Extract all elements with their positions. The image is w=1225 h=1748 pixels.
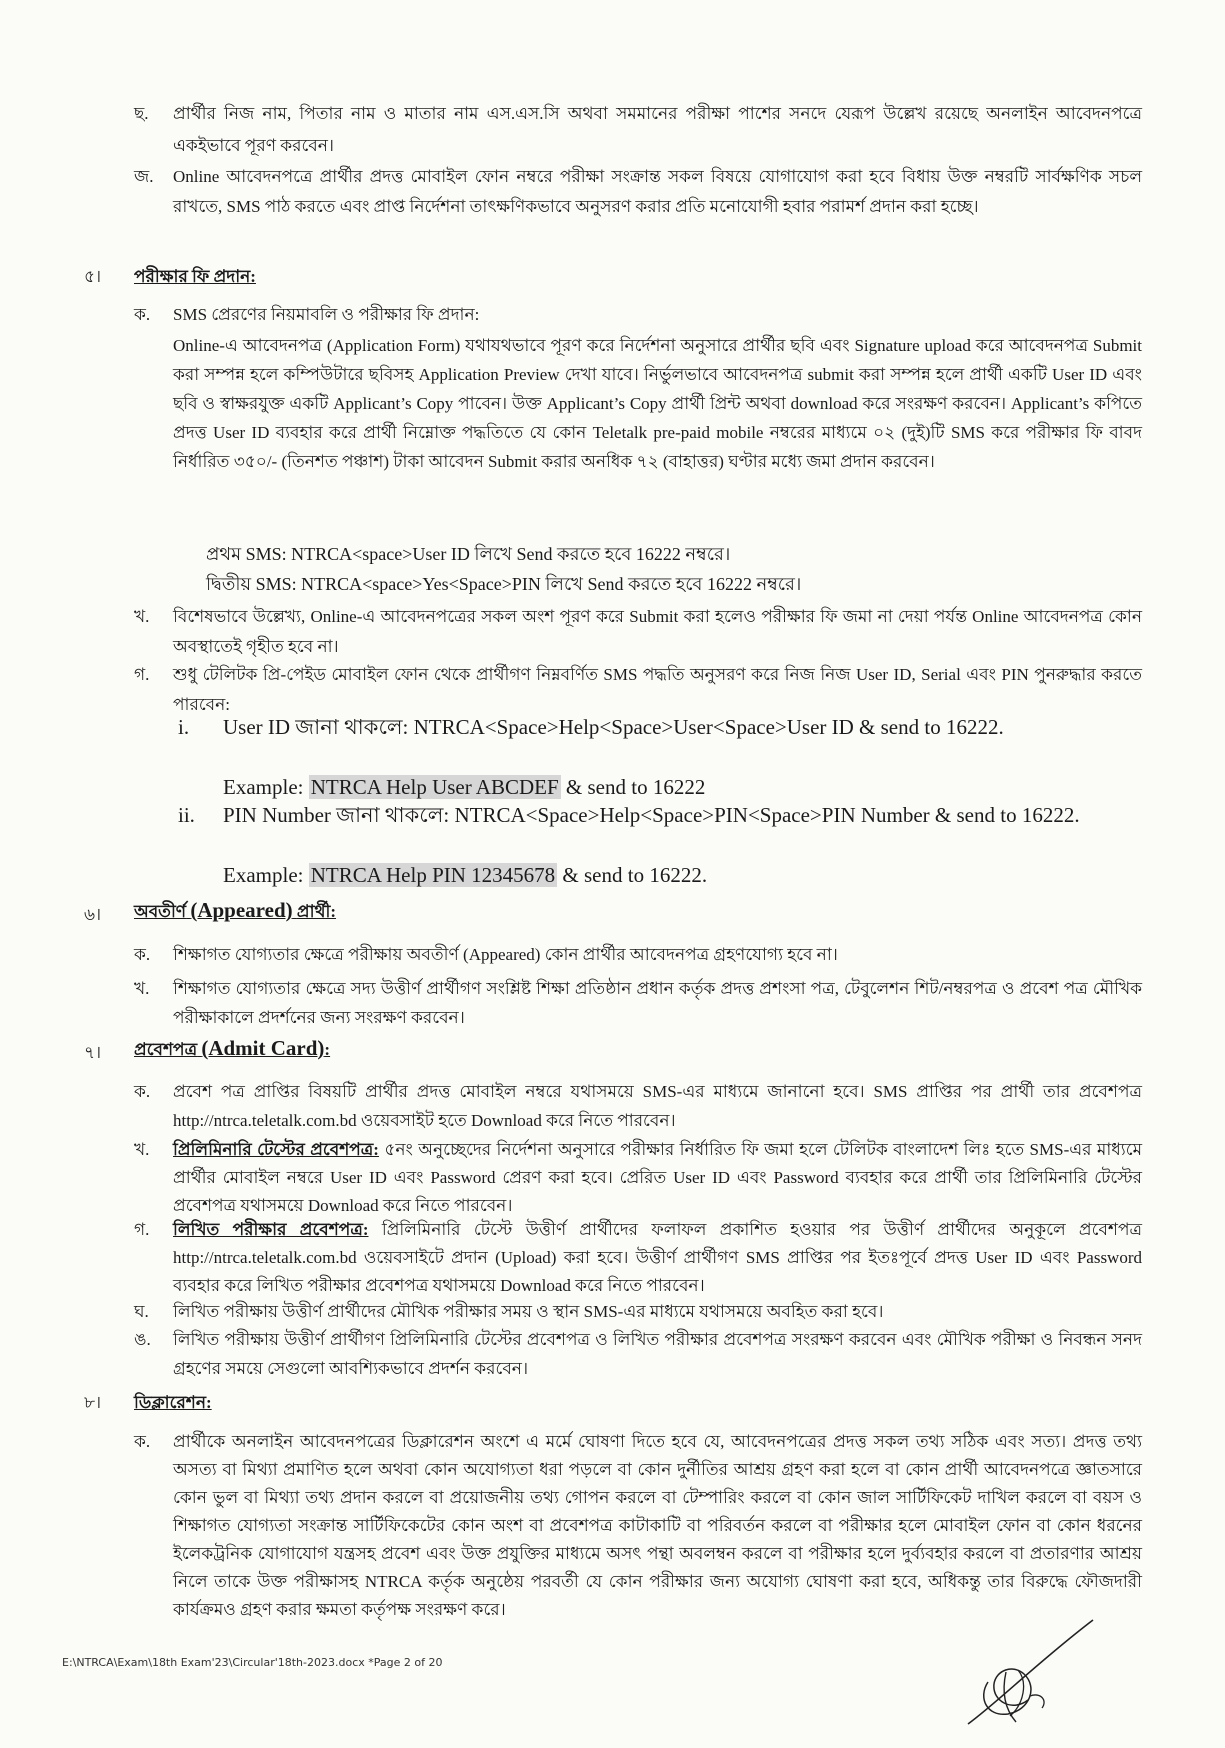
item-marker: গ. bbox=[134, 665, 150, 684]
heading-part: প্রার্থী: bbox=[296, 902, 337, 921]
sms-first-instruction: প্রথম SMS: NTRCA<space>User ID লিখে Send করতে হবে 16222 নম্বরে। bbox=[206, 544, 731, 564]
item-marker: ক. bbox=[134, 1432, 151, 1451]
item-marker: খ. bbox=[134, 979, 150, 998]
signature-graphic bbox=[958, 1612, 1098, 1732]
section-heading: ডিক্লারেশন: bbox=[134, 1393, 212, 1412]
item-body: প্রিলিমিনারি টেস্টে উত্তীর্ণ প্রার্থীদের ফলাফল প্রকাশিত হওয়ার পর উত্তীর্ণ প্রার্থীদের অনুকূলে প্রবেশপত্র http://ntrca.teletalk.com.bd ওয়েবসাইটে প্রদান (Upload) করা হবে। উত্তীর্ণ প্রার্থীগণ SMS প্রাপ্তির পর ইতঃপূর্বে প্রদত্ত User ID এবং Password ব্যবহার করে লিখিত পরীক্ষার প্রবেশপত্র যথাসময়ে Download করে নিতে পারবেন। bbox=[173, 1220, 1142, 1295]
section-number: ৬। bbox=[84, 905, 102, 924]
item-body: ৫নং অনুচ্ছেদের নির্দেশনা অনুসারে পরীক্ষার নির্ধারিত ফি জমা হলে টেলিটক বাংলাদেশ লিঃ হতে SMS-এর মাধ্যমে প্রার্থীর মোবাইল নম্বরে User ID এবং Password প্রেরণ করা হবে। প্রেরিত User ID এবং Password ব্যবহার করে প্রার্থী তার প্রিলিমিনারি টেস্টের প্রবেশপত্র যথাসময়ে Download করে নিতে পারবেন। bbox=[173, 1140, 1143, 1215]
heading-part: অবতীর্ণ bbox=[134, 902, 187, 921]
item-text: শিক্ষাগত যোগ্যতার ক্ষেত্রে সদ্য উত্তীর্ণ প্রার্থীগণ সংশ্লিষ্ট শিক্ষা প্রতিষ্ঠান প্রধান কর্তৃক প্রদত্ত প্রশংসা পত্র, টেবুলেশন শিট/নম্বরপত্র ও প্রবেশ পত্র মৌখিক পরীক্ষাকালে প্রদর্শনের জন্য সংরক্ষণ করবেন। bbox=[173, 979, 1142, 1027]
example-label: Example: bbox=[223, 775, 304, 799]
item-text: প্রার্থীর নিজ নাম, পিতার নাম ও মাতার নাম এস.এস.সি অথবা সমমানের পরীক্ষা পাশের সনদে যেরূপ উল্লেখ রয়েছে অনলাইন আবেদনপত্রে একইভাবে পূরণ করবেন। bbox=[173, 104, 1142, 155]
item-marker: ii. bbox=[178, 803, 195, 827]
item-marker: ক. bbox=[134, 945, 151, 964]
section-heading: পরীক্ষার ফি প্রদান: bbox=[134, 267, 256, 286]
example-line bbox=[223, 772, 705, 802]
example-line bbox=[223, 860, 707, 890]
section-number: ৫। bbox=[84, 267, 102, 286]
item-text: লিখিত পরীক্ষায় উত্তীর্ণ প্রার্থীদের মৌখিক পরীক্ষার সময় ও স্থান SMS-এর মাধ্যমে যথাসময়ে অবহিত করা হবে। bbox=[173, 1302, 884, 1321]
item-marker: ঙ. bbox=[134, 1330, 151, 1349]
item-text bbox=[173, 1136, 1142, 1220]
item-ga bbox=[134, 1216, 1142, 1300]
item-jha bbox=[134, 162, 1142, 222]
heading-part: প্রবেশপত্র bbox=[134, 1040, 198, 1059]
example-suffix: & send to 16222 bbox=[565, 775, 706, 799]
item-text: User ID জানা থাকলে: NTRCA<Space>Help<Space>User<Space>User ID & send to 16222. bbox=[223, 715, 1004, 739]
item-text: শিক্ষাগত যোগ্যতার ক্ষেত্রে পরীক্ষায় অবতীর্ণ (Appeared) কোন প্রার্থীর আবেদনপত্র গ্রহণযোগ্য হবে না। bbox=[173, 945, 838, 964]
item-chha bbox=[134, 98, 1142, 162]
recovery-item bbox=[178, 712, 1142, 742]
heading-part: : bbox=[324, 1040, 331, 1059]
sms-rules-item bbox=[134, 300, 1142, 476]
item-marker: খ. bbox=[134, 1140, 150, 1159]
recovery-item bbox=[178, 800, 1142, 830]
item-text: প্রার্থীকে অনলাইন আবেদনপত্রের ডিক্লারেশন অংশে এ মর্মে ঘোষণা দিতে হবে যে, আবেদনপত্রের প্রদত্ত সকল তথ্য সঠিক এবং সত্য। প্রদত্ত তথ্য অসত্য বা মিথ্যা প্রমাণিত হলে অথবা কোন অযোগ্যতা ধরা পড়লে বা কোন দুর্নীতির আশ্রয় গ্রহণ করা হলে বা কোন প্রার্থী আবেদনপত্রে জ্ঞাতসারে কোন ভুল বা মিথ্যা তথ্য প্রদান করলে বা প্রয়োজনীয় তথ্য গোপন করলে বা টেম্পারিং করলে বা কোন জাল সার্টিফিকেট দাখিল করলে বা বয়স ও শিক্ষাগত যোগ্যতা সংক্রান্ত সার্টিফিকেটের কোন অংশ বা প্রবেশপত্র কাটাকাটি বা পরিবর্তন করলে বা পরীক্ষার হলে মোবাইল ফোন বা কোন ধরনের ইলেকট্রনিক যোগাযোগ যন্ত্রসহ প্রবেশ এবং উক্ত প্রযুক্তির মাধ্যমে অসৎ পন্থা অবলম্বন করলে বা পরীক্ষার হলে দুর্ব্যবহার করলে বা প্রতারণার আশ্রয় নিলে তাকে উক্ত পরীক্ষাসহ NTRCA কর্তৃক অনুষ্ঠেয় পরবর্তী যে কোন পরীক্ষার জন্য অযোগ্য ঘোষণা করা হবে, অধিকন্তু তার বিরুদ্ধে ফৌজদারী কার্যক্রমও গ্রহণ করার ক্ষমতা কর্তৃপক্ষ সংরক্ষণ করে। bbox=[173, 1432, 1142, 1619]
item-label: প্রিলিমিনারি টেস্টের প্রবেশপত্র: bbox=[173, 1140, 379, 1159]
item-text bbox=[173, 1216, 1142, 1300]
heading-part: (Admit Card) bbox=[201, 1036, 325, 1060]
heading-part: (Appeared) bbox=[190, 898, 293, 922]
example-label: Example: bbox=[223, 863, 304, 887]
section-number: ৮। bbox=[84, 1393, 102, 1412]
section-heading bbox=[134, 1036, 330, 1065]
item-kha bbox=[134, 1136, 1142, 1220]
sms-second-instruction: দ্বিতীয় SMS: NTRCA<space>Yes<Space>PIN লিখে Send করতে হবে 16222 নম্বরে। bbox=[206, 574, 802, 594]
item-kha bbox=[134, 602, 1142, 662]
section-number: ৭। bbox=[84, 1043, 102, 1062]
item-ka bbox=[134, 1428, 1142, 1624]
item-marker: i. bbox=[178, 715, 190, 739]
item-text: বিশেষভাবে উল্লেখ্য, Online-এ আবেদনপত্রের সকল অংশ পূরণ করে Submit করা হলেও পরীক্ষার ফি জমা না দেয়া পর্যন্ত Online আবেদনপত্র কোন অবস্থাতেই গৃহীত হবে না। bbox=[173, 607, 1142, 656]
item-ka bbox=[134, 1077, 1142, 1135]
item-marker: গ. bbox=[134, 1220, 150, 1239]
example-suffix: & send to 16222. bbox=[562, 863, 708, 887]
item-marker: ছ. bbox=[134, 104, 149, 123]
item-marker: ক. bbox=[134, 305, 151, 324]
example-code: NTRCA Help User ABCDEF bbox=[310, 775, 559, 799]
item-text: PIN Number জানা থাকলে: NTRCA<Space>Help<Space>PIN<Space>PIN Number & send to 16222. bbox=[223, 803, 1080, 827]
item-umo bbox=[134, 1325, 1142, 1383]
item-text: Online-এ আবেদনপত্র (Application Form) যথাযথভাবে পূরণ করে নির্দেশনা অনুসারে প্রার্থীর ছবি এবং Signature upload করে আবেদনপত্র Submit করা সম্পন্ন হলে কম্পিউটারে ছবিসহ Application Preview দেখা যাবে। নির্ভুলভাবে আবেদনপত্র submit করা সম্পন্ন হলে প্রার্থী একটি User ID এবং ছবি ও স্বাক্ষরযুক্ত একটি Applicant’s Copy পাবেন। উক্ত Applicant’s Copy প্রার্থী প্রিন্ট অথবা download করে সংরক্ষণ করবেন। Applicant’s কপিতে প্রদত্ত User ID ব্যবহার করে প্রার্থী নিম্নোক্ত পদ্ধতিতে যে কোন Teletalk pre-paid mobile নম্বরের মাধ্যমে ০২ (দুই)টি SMS করে পরীক্ষার ফি বাবদ নির্ধারিত ৩৫০/- (তিনশত পঞ্চাশ) টাকা আবেদন Submit করার অনধিক ৭২ (বাহাত্তর) ঘণ্টার মধ্যে জমা প্রদান করবেন। bbox=[173, 336, 1142, 471]
item-label: লিখিত পরীক্ষার প্রবেশপত্র: bbox=[173, 1220, 369, 1239]
item-title: SMS প্রেরণের নিয়মাবলি ও পরীক্ষার ফি প্রদান: bbox=[173, 305, 480, 324]
item-kha bbox=[134, 974, 1142, 1032]
item-marker: জ. bbox=[134, 167, 154, 186]
item-marker: ক. bbox=[134, 1082, 151, 1101]
item-marker: খ. bbox=[134, 607, 150, 626]
file-path-footer: E:\NTRCA\Exam\18th Exam'23\Circular'18th-2023.docx *Page 2 of 20 bbox=[62, 1656, 443, 1669]
item-marker: ঘ. bbox=[134, 1302, 149, 1321]
item-text: শুধু টেলিটক প্রি-পেইড মোবাইল ফোন থেকে প্রার্থীগণ নিম্নবর্ণিত SMS পদ্ধতি অনুসরণ করে নিজ নিজ User ID, Serial এবং PIN পুনরুদ্ধার করতে পারবেন: bbox=[173, 665, 1142, 714]
item-text: প্রবেশ পত্র প্রাপ্তির বিষয়টি প্রার্থীর প্রদত্ত মোবাইল নম্বরে যথাসময়ে SMS-এর মাধ্যমে জানানো হবে। SMS প্রাপ্তির পর প্রার্থী তার প্রবেশপত্র http://ntrca.teletalk.com.bd ওয়েবসাইট হতে Download করে নিতে পারবেন। bbox=[173, 1082, 1142, 1130]
section-heading bbox=[134, 898, 336, 927]
example-code: NTRCA Help PIN 12345678 bbox=[310, 863, 556, 887]
item-text: লিখিত পরীক্ষায় উত্তীর্ণ প্রার্থীগণ প্রিলিমিনারি টেস্টের প্রবেশপত্র ও লিখিত পরীক্ষার প্রবেশপত্র সংরক্ষণ করবেন এবং মৌখিক পরীক্ষা ও নিবন্ধন সনদ গ্রহণের সময়ে সেগুলো আবশ্যিকভাবে প্রদর্শন করবেন। bbox=[173, 1330, 1142, 1378]
item-text: Online আবেদনপত্রে প্রার্থীর প্রদত্ত মোবাইল ফোন নম্বরে পরীক্ষা সংক্রান্ত সকল বিষয়ে যোগাযোগ করা হবে বিধায় উক্ত নম্বরটি সার্বক্ষণিক সচল রাখতে, SMS পাঠ করতে এবং প্রাপ্ত নির্দেশনা তাৎক্ষণিকভাবে অনুসরণ করার প্রতি মনোযোগী হবার পরামর্শ প্রদান করা হচ্ছে। bbox=[173, 167, 1142, 216]
item-gha bbox=[134, 1297, 1142, 1326]
item-ga bbox=[134, 660, 1142, 720]
item-ka bbox=[134, 940, 1142, 969]
